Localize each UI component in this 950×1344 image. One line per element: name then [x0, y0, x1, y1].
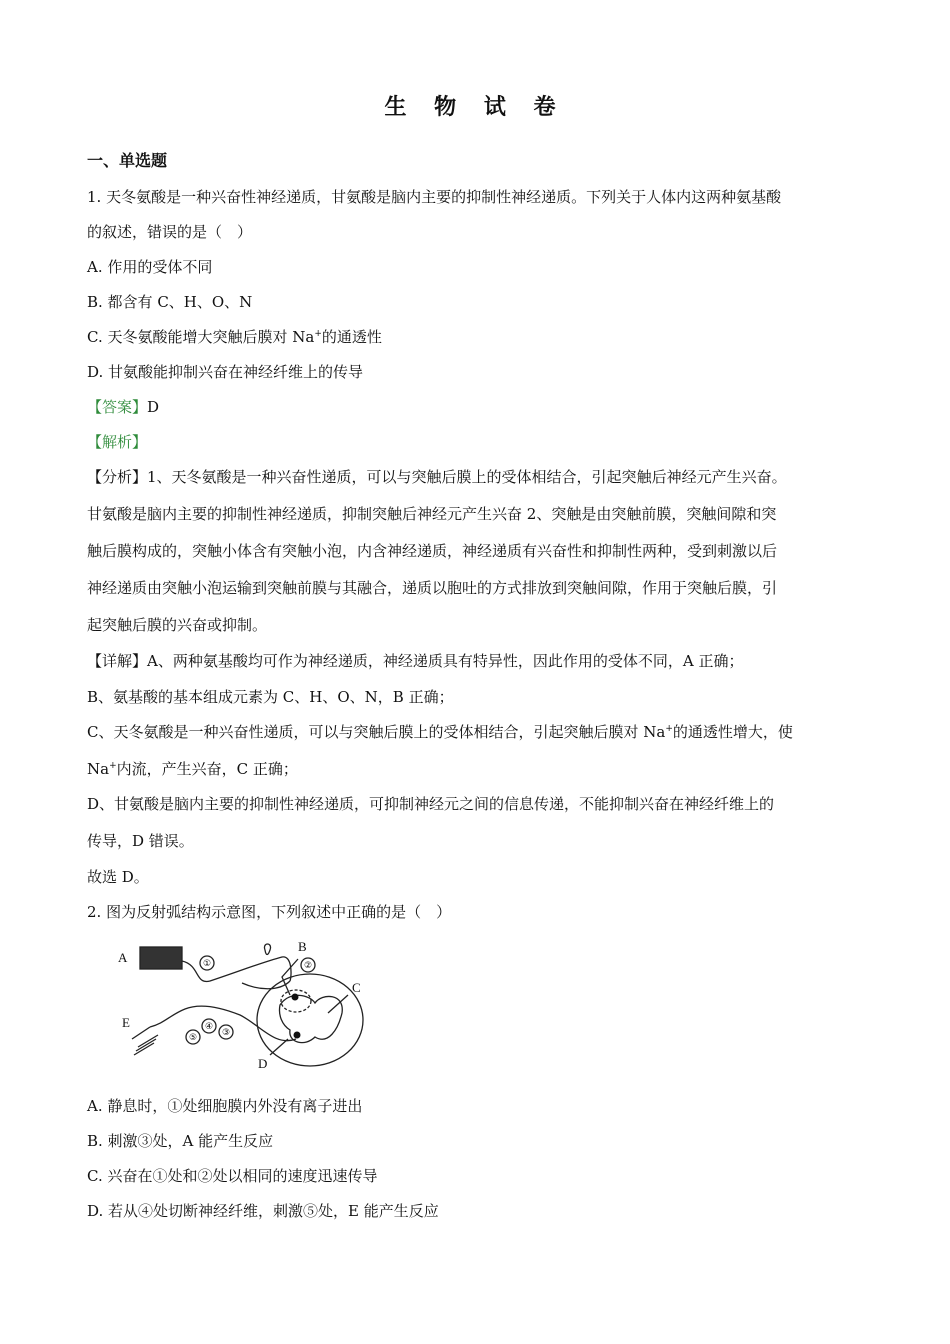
- detail-line2: B、氨基酸的基本组成元素为 C、H、O、N，B 正确；: [87, 688, 454, 706]
- label-2: ②: [303, 961, 313, 971]
- detail-line4-text: Na: [87, 760, 110, 778]
- pointer-line-c: [328, 995, 348, 1013]
- fenxi-line1: [87, 466, 787, 487]
- fenxi-line3: 触后膜构成的，突触小体含有突触小泡，内含神经递质，神经递质有兴奋性和抑制性两种，受到刺激以后: [87, 542, 778, 560]
- reflex-arc-diagram: [110, 935, 370, 1070]
- analysis-tag: 【解析】: [87, 433, 148, 451]
- synapse-dot: [292, 994, 299, 1001]
- label-e: E: [122, 1015, 130, 1030]
- page-title: 生 物 试 卷: [384, 95, 566, 120]
- q1-stem-line2: 的叙述，错误的是（ ）: [87, 223, 253, 241]
- q1-option-b: B. 都含有 C、H、O、N: [87, 293, 253, 311]
- q1-answer: [87, 396, 159, 417]
- superscript-plus: +: [665, 724, 673, 734]
- detail-text: A、两种氨基酸均可作为神经递质，神经递质具有特异性，因此作用的受体不同，A 正确；: [147, 652, 744, 670]
- nerve-end: [132, 1027, 150, 1039]
- label-1: ①: [202, 959, 212, 969]
- conclusion: 故选 D。: [87, 868, 149, 886]
- fenxi-line5: 起突触后膜的兴奋或抑制。: [87, 616, 268, 634]
- nerve-path: [182, 957, 291, 982]
- q1-option-d: D. 甘氨酸能抑制兴奋在神经纤维上的传导: [87, 363, 364, 381]
- neuron-body-dot: [294, 1032, 301, 1039]
- detail-line4: [87, 758, 298, 779]
- q2-option-c: C. 兴奋在①处和②处以相同的速度迅速传导: [87, 1167, 378, 1185]
- q1-option-c-text: C. 天冬氨酸能增大突触后膜对 Na: [87, 328, 315, 346]
- detail-line1: [87, 650, 743, 671]
- dashed-region: [281, 990, 311, 1012]
- q1-option-c-text-end: 的通透性: [321, 328, 382, 346]
- q2-option-a: A. 静息时，①处细胞膜内外没有离子进出: [87, 1097, 363, 1115]
- q1-option-a: A. 作用的受体不同: [87, 258, 213, 276]
- q1-stem-line1: 1. 天冬氨酸是一种兴奋性神经递质，甘氨酸是脑内主要的抑制性神经递质。下列关于人体内这两种氨基酸: [87, 188, 782, 206]
- detail-line3-text: C、天冬氨酸是一种兴奋性递质，可以与突触后膜上的受体相结合，引起突触后膜对 Na: [87, 723, 666, 741]
- fenxi-line2: 甘氨酸是脑内主要的抑制性神经递质，抑制突触后神经元产生兴奋 2、突触是由突触前膜，突触间隙和突: [87, 505, 777, 523]
- section-heading: 一、单选题: [87, 151, 168, 170]
- detail-line6: 传导，D 错误。: [87, 832, 194, 850]
- q1-option-c: [87, 326, 382, 347]
- detail-tag: 【详解】: [87, 652, 148, 670]
- q2-option-d: D. 若从④处切断神经纤维，刺激⑤处，E 能产生反应: [87, 1202, 439, 1220]
- effector-block-shape: [140, 947, 182, 969]
- fenxi-text: 1、天冬氨酸是一种兴奋性递质，可以与突触后膜上的受体相结合，引起突触后神经元产生兴奋。: [147, 468, 787, 486]
- label-3: ③: [221, 1028, 231, 1038]
- fenxi-line4: 神经递质由突触小泡运输到突触前膜与其融合，递质以胞吐的方式排放到突触间隙，作用于突触后膜，引: [87, 579, 778, 597]
- label-a: A: [118, 950, 128, 965]
- label-d: D: [258, 1056, 268, 1070]
- ganglion-shape: [264, 944, 270, 955]
- label-5: ⑤: [188, 1033, 198, 1043]
- detail-line4-text-end: 内流，产生兴奋，C 正确；: [116, 760, 298, 778]
- detail-line3: [87, 721, 793, 742]
- superscript-plus: +: [109, 761, 117, 771]
- fenxi-tag: 【分析】: [87, 468, 148, 486]
- answer-tag: 【答案】: [87, 398, 148, 416]
- nerve-branch: [242, 981, 290, 989]
- pointer-line-d: [270, 1039, 288, 1055]
- q2-option-b: B. 刺激③处，A 能产生反应: [87, 1132, 274, 1150]
- detail-line3-text-end: 的通透性增大，使: [672, 723, 793, 741]
- q2-stem: 2. 图为反射弧结构示意图，下列叙述中正确的是（ ）: [87, 903, 452, 921]
- label-c: C: [352, 980, 361, 995]
- effector-lines: [134, 1035, 158, 1055]
- superscript-plus: +: [314, 329, 322, 339]
- label-b: B: [298, 939, 307, 954]
- answer-value: D: [147, 398, 160, 416]
- label-4: ④: [204, 1022, 214, 1032]
- detail-line5: D、甘氨酸是脑内主要的抑制性神经递质，可抑制神经元之间的信息传递，不能抑制兴奋在神经纤维上的: [87, 795, 775, 813]
